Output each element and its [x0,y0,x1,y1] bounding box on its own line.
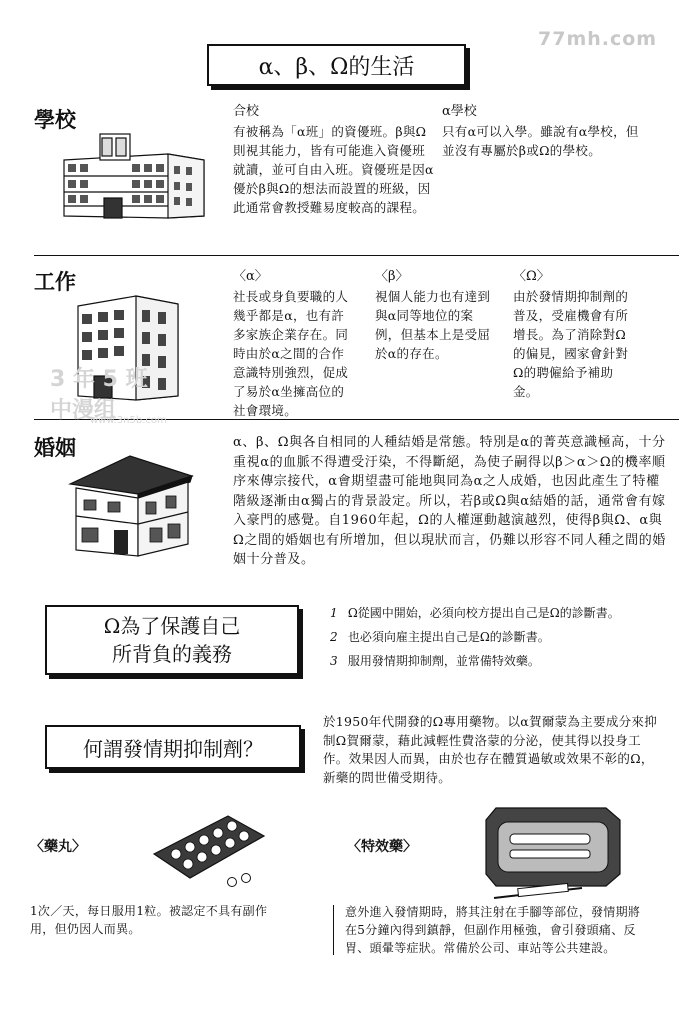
suppressant-title-box: 何謂發情期抑制劑？ [45,725,301,769]
marriage-heading: 婚姻 [34,435,76,460]
omega-duties-line1: Ω為了保護自己 [103,614,241,638]
pill-text: 1次／天，每日服用1粒。被認定不具有副作用，但仍因人而異。 [30,904,268,936]
omega-duties-line2: 所背負的義務 [112,642,232,666]
special-drug-title: 〈特效藥〉 [347,839,417,855]
house-illustration [68,452,198,558]
special-drug-text: 意外進入發情期時，將其注射在手腳等部位，發情期將在5分鐘內得到鎮靜，但副作用極強，會引發頭痛、反胃、頭暈等症狀。常備於公司、車站等公共建設。 [345,905,641,955]
duty-item [330,628,550,646]
section-divider [34,255,679,256]
work-col2-title: 〈β〉 [375,269,409,284]
injection-case-illustration [482,800,624,904]
school-heading: 學校 [34,107,76,132]
omega-duties-box [45,605,299,675]
work-col2-text: 視個人能力也有達到與α同等地位的案例，但基本上是受屈於α的存在。 [375,289,491,361]
duty-text: 服用發情期抑制劑，並常備特效藥。 [347,654,540,668]
school-building-illustration [58,126,210,222]
duty-number: 3 [330,654,338,668]
school-col1-text: 有被稱為「α班」的資優班。β與Ω則視其能力，皆有可能進入資優班就讀，並可自由入班。資優班是因α優於β與Ω的想法而設置的班級，因此通常會教授難易度較高的課程。 [233,124,434,215]
pill-title: 〈藥丸〉 [30,839,86,855]
duty-text: 也必須向雇主提出自己是Ω的診斷書。 [347,630,550,644]
work-col3-title: 〈Ω〉 [513,269,550,284]
duty-number: 1 [330,606,338,620]
marriage-text: α、β、Ω與各自相同的人種結婚是常態。特別是α的菁英意識極高，十分重視α的血脈不得遭受汙染，不得斷絕，為使子嗣得以β＞α＞Ω的機率順序來傳宗接代，α會期望盡可能地與同為α之人成婚，也因此產生了特權階級逐漸由α獨占的背景設定。所以，若β或Ω與α結婚的話，通常會有嫁入豪門的感覺。自1960年起，Ω的人權運動越演越烈，使得β與Ω、α與Ω之間的婚姻也有所增加，但以現狀而言，仍難以形容不同人種之間的婚姻十分普及。 [233,435,666,567]
duty-number: 2 [330,630,338,644]
special-drug-bar [333,905,334,955]
work-col1-title: 〈α〉 [233,269,268,284]
scan-group-url: www.3n5b.com [90,415,167,426]
page-title: α、β、Ω的生活 [207,44,466,86]
work-heading: 工作 [34,269,76,294]
scan-group-stamp: 3 年 5 班 中漫组 [50,367,148,423]
work-col1-text: 社長或身負要職的人幾乎都是α，也有許多家族企業存在。同時由於α之間的合作意識特別強烈，促成了易於α坐擁高位的社會環境。 [233,289,349,418]
duty-text: Ω從國中開始，必須向校方提出自己是Ω的診斷書。 [347,606,620,620]
school-col2-text: 只有α可以入學。雖說有α學校，但並沒有專屬於β或Ω的學校。 [442,124,639,158]
duty-item [330,652,540,670]
duty-item [330,604,620,622]
pill-pack-illustration [150,812,268,892]
school-col2-title: α學校 [442,104,477,119]
work-col3-text: 由於發情期抑制劑的普及，受雇機會有所增長。為了消除對Ω的偏見，國家會針對Ω的聘僱給予補助金。 [513,289,629,399]
suppressant-text: 於1950年代開發的Ω專用藥物。以α賀爾蒙為主要成分來抑制Ω賀爾蒙，藉此減輕性費洛蒙的分泌，使其得以投身工作。效果因人而異，由於也存在體質過敏或效果不彰的Ω，新藥的問世備受期待。 [323,714,658,785]
school-col1-title: 合校 [233,104,260,119]
site-watermark: 77mh.com [538,28,658,50]
